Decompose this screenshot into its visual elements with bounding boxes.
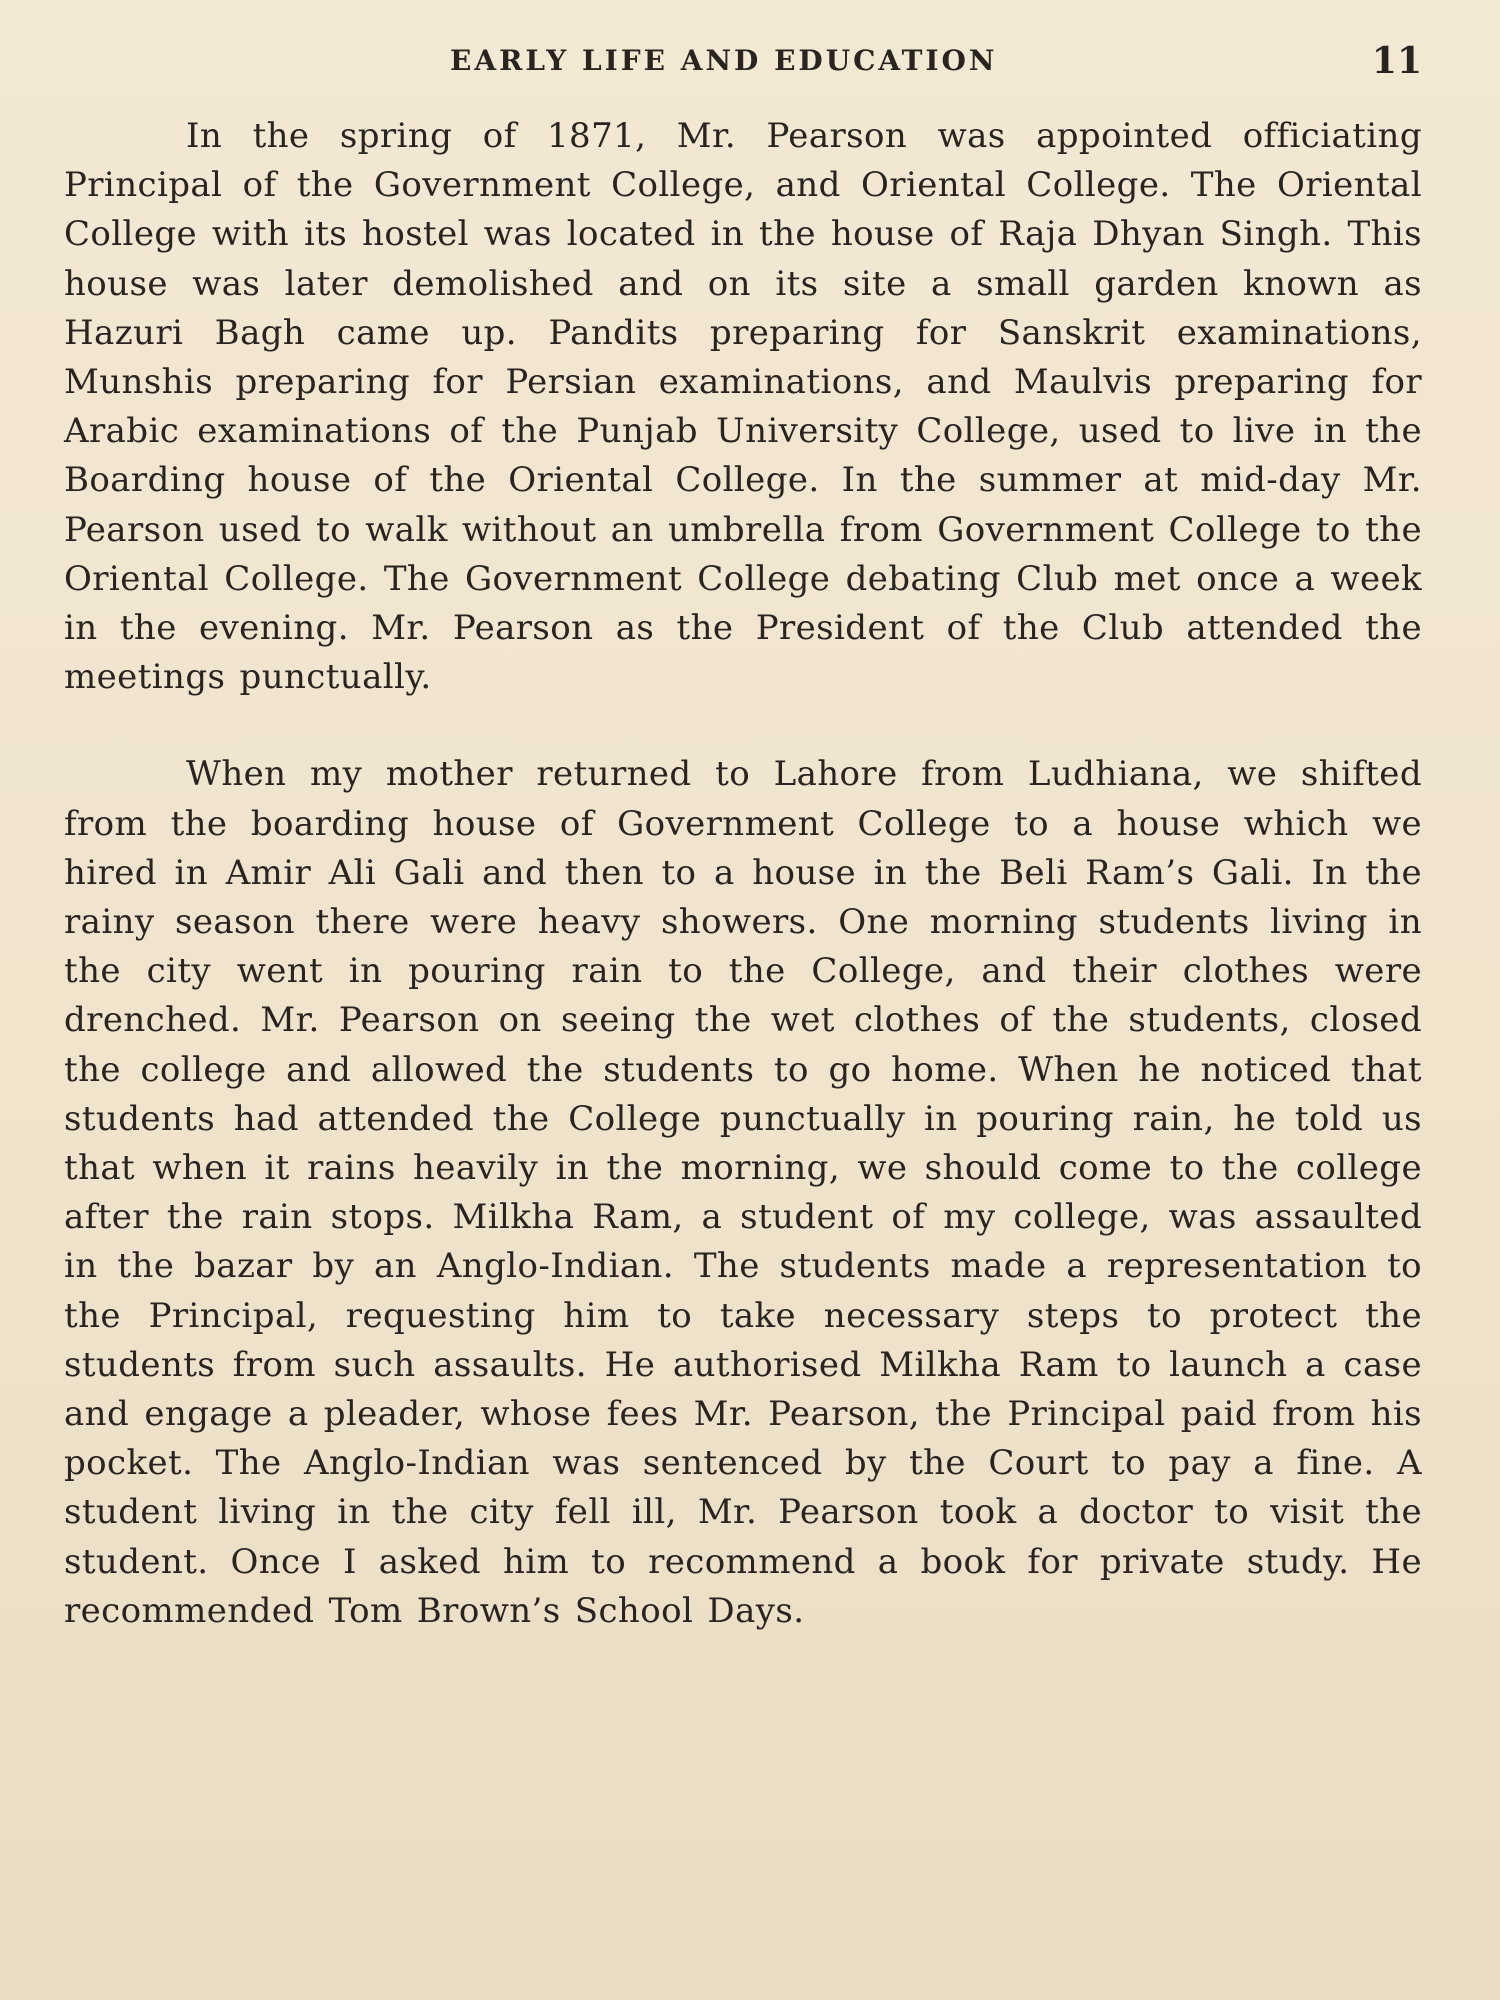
- body-text: [64, 112, 1422, 1636]
- paragraph-pearson-principal: In the spring of 1871, Mr. Pearson was appointed officiating Principal of the Government College, and Oriental College. The Oriental College with its hostel was located in the house of Raja Dhyan Singh. This house was later demolished and on its site a small garden known as Hazuri Bagh came up. Pandits preparing for Sanskrit examinations, Munshis preparing for Persian examinations, and Maulvis preparing for Arabic examinations of the Punjab University College, used to live in the Boarding house of the Oriental College. In the summer at mid-day Mr. Pearson used to walk without an umbrella from Government College to the Oriental College. The Government College debating Club met once a week in the evening. Mr. Pearson as the President of the Club attended the meetings punctually.: [64, 116, 1422, 698]
- chapter-running-title: EARLY LIFE AND EDUCATION: [450, 44, 998, 77]
- page-number: 11: [1371, 40, 1422, 82]
- paragraph-lahore-rain: When my mother returned to Lahore from Ludhiana, we shifted from the boarding house of Government College to a house which we hired in Amir Ali Gali and then to a house in the Beli Ram’s Gali. In the rainy season there were heavy showers. One morning students living in the city went in pouring rain to the College, and their clothes were drenched. Mr. Pearson on seeing the wet clothes of the students, closed the college and allowed the students to go home. When he noticed that students had attended the College punctually in pouring rain, he told us that when it rains heavily in the morning, we should come to the college after the rain stops. Milkha Ram, a student of my college, was assaulted in the bazar by an Anglo-Indian. The students made a representation to the Principal, requesting him to take necessary steps to protect the students from such assaults. He authorised Milkha Ram to launch a case and engage a pleader, whose fees Mr. Pearson, the Principal paid from his pocket. The Anglo-Indian was sentenced by the Court to pay a fine. A student living in the city fell ill, Mr. Pearson took a doctor to visit the student. Once I asked him to recommend a book for private study. He recommended Tom Brown’s School Days.: [64, 754, 1422, 1631]
- running-head: [0, 40, 1500, 84]
